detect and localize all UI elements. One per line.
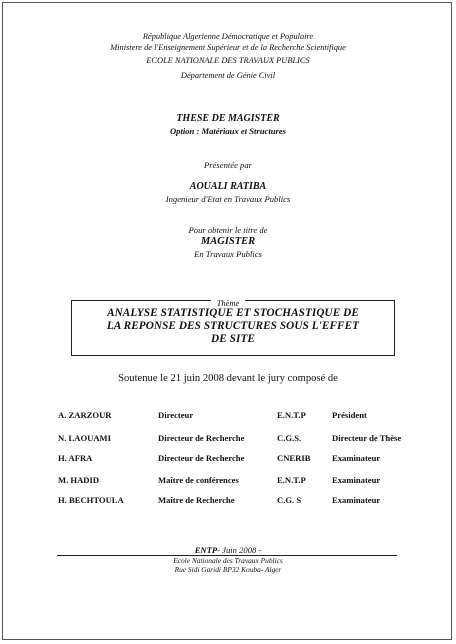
jury-row bbox=[0, 453, 456, 467]
degree-field: En Travaux Publics bbox=[194, 249, 262, 259]
jury-row bbox=[0, 475, 456, 489]
jury-role: Président bbox=[332, 410, 367, 420]
jury-row bbox=[0, 433, 456, 447]
jury-name: H. BECHTOULA bbox=[58, 495, 124, 505]
theme-label: Thème bbox=[0, 293, 456, 311]
jury-institution: CNERIB bbox=[277, 453, 311, 463]
jury-row bbox=[0, 410, 456, 424]
jury-title: Directeur de Recherche bbox=[158, 453, 245, 463]
header-department: Département de Génie Civil bbox=[180, 71, 276, 80]
jury-name: N. LAOUAMI bbox=[58, 433, 111, 443]
jury-title: Directeur de Recherche bbox=[158, 433, 245, 443]
jury-role: Examinateur bbox=[332, 475, 381, 485]
jury-institution: C.G. S bbox=[277, 495, 302, 505]
jury-role: Directeur de Thèse bbox=[332, 433, 402, 443]
obtain-text: Pour obtenir le titre de bbox=[188, 225, 268, 235]
footer-address: Rue Sidi Garidi BP32 Kouba- Alger bbox=[174, 565, 282, 574]
header-republic: République Algerienne Démocratique et Populaire bbox=[142, 32, 314, 41]
jury-role: Examinateur bbox=[332, 453, 381, 463]
author-name: AOUALI RATIBA bbox=[189, 181, 267, 192]
footer-school: Ecole Nationale des Travaux Publics bbox=[173, 556, 283, 565]
jury-title: Maître de Recherche bbox=[158, 495, 235, 505]
jury-institution: E.N.T.P bbox=[277, 410, 306, 420]
theme-title-line: ANALYSE STATISTIQUE ET STOCHASTIQUE DE bbox=[107, 307, 359, 319]
degree: MAGISTER bbox=[200, 236, 256, 247]
jury-title: Maître de conférences bbox=[158, 475, 239, 485]
thesis-type: THESE DE MAGISTER bbox=[176, 113, 280, 124]
thesis-option: Option : Matériaux et Structures bbox=[169, 126, 287, 136]
theme-title bbox=[71, 307, 395, 347]
jury-name: M. HADID bbox=[58, 475, 100, 485]
defense-statement: Soutenue le 21 juin 2008 devant le jury composé de bbox=[118, 373, 338, 384]
jury-institution: E.N.T.P bbox=[277, 475, 306, 485]
header-ministry: Ministere de l'Enseignement Supérieur et de la Recherche Scientifique bbox=[110, 43, 346, 52]
theme-title-line: LA REPONSE DES STRUCTURES SOUS L'EFFET bbox=[106, 320, 360, 333]
footer-date-prefix: ENTP bbox=[194, 545, 218, 555]
jury-name: H. AFRA bbox=[58, 453, 93, 463]
jury-institution: C.G.S. bbox=[277, 433, 302, 443]
jury-name: A. ZARZOUR bbox=[58, 410, 112, 420]
header-school: ECOLE NATIONALE DES TRAVAUX PUBLICS bbox=[146, 56, 310, 65]
footer-date-rest: - Juin 2008 - bbox=[217, 545, 262, 555]
presented-by: Présentée par bbox=[204, 160, 252, 170]
jury-title: Directeur bbox=[158, 410, 194, 420]
jury-row bbox=[0, 495, 456, 509]
jury-role: Examinateur bbox=[332, 495, 381, 505]
footer-date bbox=[0, 545, 456, 555]
theme-title-line: DE SITE bbox=[211, 333, 255, 346]
author-title: Ingenieur d'Etat en Travaux Publics bbox=[165, 194, 291, 204]
